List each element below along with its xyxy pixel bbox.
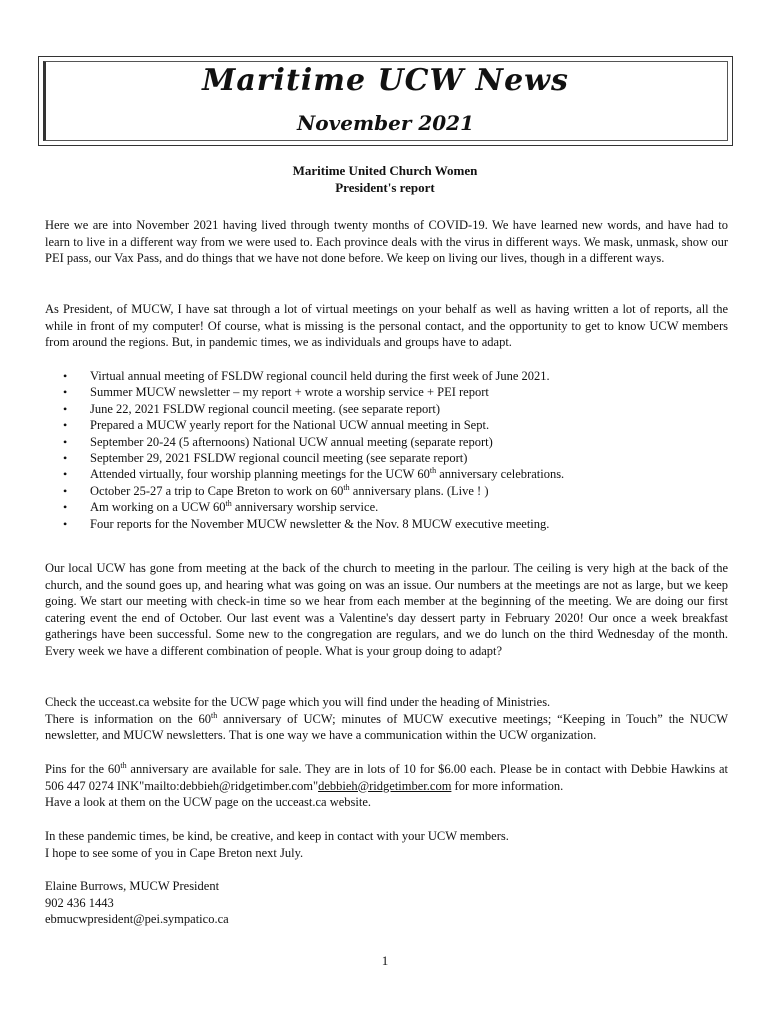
list-item-text: September 29, 2021 FSLDW regional council meeting (see separate report) [90, 451, 468, 466]
paragraph-line: Have a look at them on the UCW page on the ucceast.ca website. [45, 795, 372, 810]
page-number: 1 [381, 953, 389, 968]
list-item [60, 368, 564, 384]
newsletter-title: Maritime UCW News [202, 63, 569, 98]
ordinal-suffix: th [120, 761, 127, 770]
bullet-icon: • [63, 451, 68, 466]
list-item [60, 516, 564, 532]
paragraph-intro [45, 217, 728, 267]
paragraph-closing [45, 828, 728, 861]
list-item-text: June 22, 2021 FSLDW regional council meeting. (see separate report) [90, 401, 441, 416]
list-item-text: Prepared a MUCW yearly report for the National UCW annual meeting in Sept. [90, 418, 490, 433]
paragraph-line: I hope to see some of you in Cape Breton next July. [45, 845, 304, 860]
bullet-icon: • [63, 500, 68, 515]
paragraph-text: As President, of MUCW, I have sat through a lot of virtual meetings on your behalf as well as having written a lot of reports, all the while in front of my computer! Of course, what is missing is the personal contact, and the opportunity to get to know UCW members from around the regions. But, in pandemic times, we as individuals and groups have to adapt. [45, 302, 728, 350]
list-item-text: Four reports for the November MUCW newsletter & the Nov. 8 MUCW executive meeting. [90, 516, 550, 531]
list-item [60, 483, 564, 499]
org-heading: Maritime United Church Women [292, 163, 478, 178]
paragraph-line: Check the ucceast.ca website for the UCW page which you will find under the heading of Ministries. [45, 695, 551, 709]
bullet-icon: • [63, 401, 68, 416]
bullet-icon: • [63, 385, 68, 400]
paragraph-line: In these pandemic times, be kind, be creative, and keep in contact with your UCW members. [45, 829, 509, 843]
list-item-text: anniversary plans. (Live ! ) [349, 483, 489, 498]
bullet-icon: • [63, 483, 68, 498]
email-link[interactable]: debbieh@ridgetimber.com [318, 778, 452, 793]
paragraph-text: There is information on the 60 [45, 711, 211, 726]
paragraph-text: for more information. [451, 778, 564, 793]
report-heading: President's report [335, 180, 435, 195]
bullet-icon: • [63, 516, 68, 531]
signature-name: Elaine Burrows, MUCW President [45, 879, 220, 893]
activity-list [60, 368, 564, 532]
list-item [60, 466, 564, 482]
list-item-text: Am working on a UCW 60 [90, 500, 226, 515]
paragraph-local-ucw [45, 560, 728, 660]
paragraph-text: Pins for the 60 [45, 762, 121, 776]
ordinal-suffix: th [429, 466, 437, 476]
bullet-icon: • [63, 467, 68, 482]
paragraph-text: anniversary of UCW; minutes of MUCW executive meetings; “Keeping in Touch” the NUCW newsletter, and MUCW newsletters. That is one way we have a communication within the UCW organization. [45, 711, 728, 743]
list-item-text: anniversary celebrations. [436, 467, 565, 482]
paragraph-line [45, 761, 728, 794]
list-item [60, 434, 564, 450]
list-item [60, 499, 564, 515]
paragraph-line [45, 711, 728, 744]
paragraph-website [45, 694, 728, 744]
list-item-text: Virtual annual meeting of FSLDW regional council held during the first week of June 2021. [90, 369, 550, 383]
ordinal-suffix: th [225, 499, 232, 509]
bullet-icon: • [63, 418, 68, 433]
paragraph-text: Here we are into November 2021 having lived through twenty months of COVID-19. We have learned new words, and have had to learn to live in a different way from we were used to. Each province deals with the virus in different ways. We mask, unmask, show our PEI pass, our Vax Pass, and do things that we have not done before. We keep on living our lives, though in a different ways. [45, 218, 728, 266]
list-item-text: Attended virtually, four worship planning meetings for the UCW 60 [90, 467, 430, 482]
signature-email: ebmucwpresident@pei.sympatico.ca [45, 912, 229, 927]
list-item [60, 384, 564, 400]
bullet-icon: • [63, 434, 68, 449]
list-item-text: September 20-24 (5 afternoons) National UCW annual meeting (separate report) [90, 434, 493, 449]
newsletter-date: November 2021 [296, 111, 474, 135]
masthead-box [38, 56, 733, 146]
list-item [60, 450, 564, 466]
list-item-text: anniversary worship service. [231, 500, 379, 515]
paragraph-president [45, 301, 728, 351]
signature-phone: 902 436 1443 [45, 895, 114, 910]
signature-block [45, 878, 229, 928]
ordinal-suffix: th [210, 710, 218, 720]
bullet-icon: • [63, 369, 68, 383]
paragraph-text: Our local UCW has gone from meeting at the back of the church to meeting in the parlour. The ceiling is very high at the back of the church, and the sound goes up, and hearing what was going on was an issue. Our numbers at the meetings are not as large, but we keep going. We start our meeting with check-in time so we hear from each member at the beginning of the meeting. We are doing our first catering event the end of October. Our last event was a Valentine's day dessert party in February 2020! Our once a week breakfast gatherings have been successful. Some new to the congregation are regulars, and we do lunch on the third Wednesday of the month. Every week we have a different combination of people. What is your group doing to adapt? [45, 561, 728, 658]
list-item-text: Summer MUCW newsletter – my report + wrote a worship service + PEI report [90, 385, 489, 400]
list-item-text: October 25-27 a trip to Cape Breton to work on 60 [90, 483, 344, 498]
paragraph-text: anniversary are available for sale. They are in lots of 10 for $6.00 each. Please be in contact with Debbie Hawkins at 506 447 0274 INK"mailto:debbieh@ridgetimber.com" [45, 762, 728, 793]
list-item [60, 417, 564, 433]
list-item [60, 401, 564, 417]
ordinal-suffix: th [343, 482, 350, 492]
paragraph-pins [45, 761, 728, 811]
